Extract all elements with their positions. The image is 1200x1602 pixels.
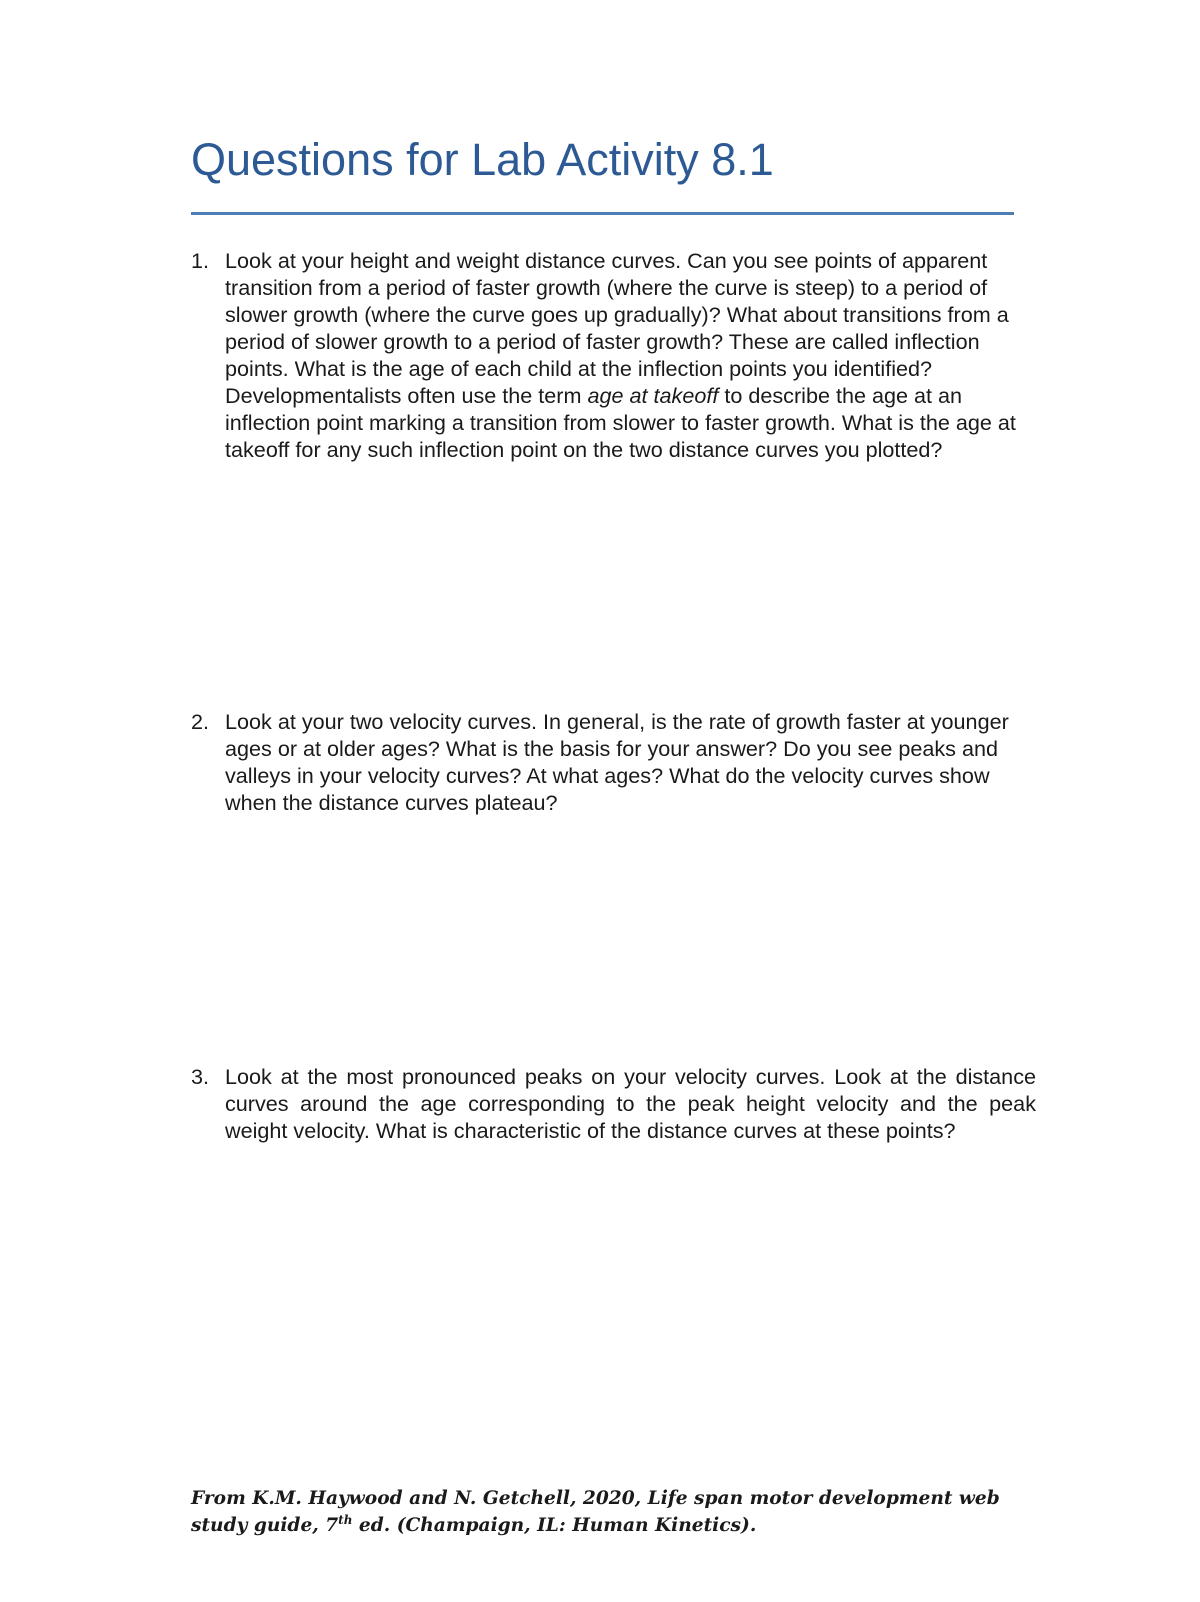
question-text-part: to describe the age at an inflection point marking a transition from slower to faster growth. What is the age at takeoff for any such inflection point on the two distance curves you plotted? <box>225 383 1016 462</box>
question-term-italic: age at takeoff <box>587 383 719 408</box>
question-1 <box>191 247 1036 463</box>
question-2 <box>191 708 1036 816</box>
question-text-part: Look at your height and weight distance curves. Can you see points of apparent transition from a period of faster growth (where the curve is steep) to a period of slower growth (where the curve goes up gradually)? What about transitions from a period of slower growth to a period of faster growth? These are called inflection points. What is the age of each child at the inflection points you identified? Developmentalists often use the term <box>225 248 1009 408</box>
citation-text: From K.M. Haywood and N. Getchell, 2020, Life span motor development web study guide, 7 <box>191 1488 1000 1536</box>
question-text: Look at your two velocity curves. In general, is the rate of growth faster at younger ages or at older ages? What is the basis for your answer? Do you see peaks and valleys in your velocity curves? At what ages? What do the velocity curves show when the distance curves plateau? <box>225 709 1009 815</box>
question-number: 3. <box>191 1064 210 1089</box>
question-number: 2. <box>191 709 210 734</box>
question-3 <box>191 1063 1036 1144</box>
question-text <box>225 247 1036 463</box>
question-number: 1. <box>191 248 210 273</box>
citation-text: ed. (Champaign, IL: Human Kinetics). <box>352 1515 757 1536</box>
question-text: Look at the most pronounced peaks on your velocity curves. Look at the distance curves around the age corresponding to the peak height velocity and the peak weight velocity. What is characteristic of the distance curves at these points? <box>225 1064 1036 1143</box>
citation-superscript: th <box>338 1512 353 1527</box>
title-underline <box>191 212 1014 215</box>
source-citation <box>191 1485 1051 1539</box>
page-title: Questions for Lab Activity 8.1 <box>191 134 774 185</box>
